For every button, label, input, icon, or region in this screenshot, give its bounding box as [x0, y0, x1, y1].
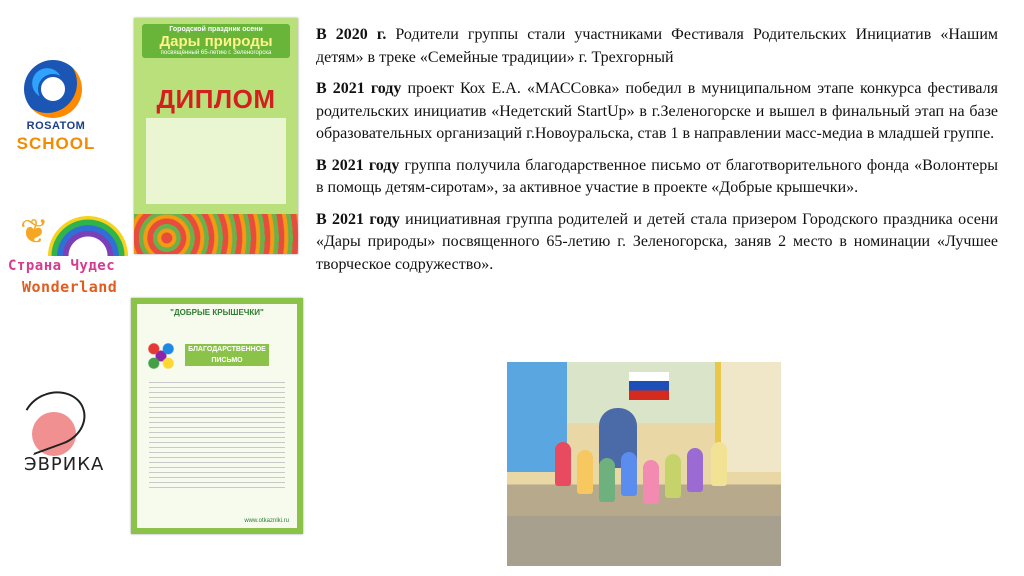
- child-figure: [687, 448, 703, 492]
- paragraph-lead: В 2020 г.: [316, 26, 387, 43]
- paragraph-2021-festival: [316, 209, 998, 277]
- wonderland-line2: Wonderland: [22, 278, 118, 296]
- achievements-text: [316, 24, 998, 285]
- evrika-logo: [14, 388, 105, 478]
- butterfly-icon: ❦: [20, 214, 49, 251]
- paragraph-body: инициативная группа родителей и детей стала призером Городского праздника осени «Дары природы» посвященного 65-летию г. Зеленогорска, заняв 2 место в номинации «Лучшее творческое содружество».: [316, 210, 999, 273]
- school-label: SCHOOL: [16, 134, 96, 153]
- rainbow-icon: [48, 216, 128, 256]
- paragraph-2021-massovka: [316, 78, 998, 146]
- letter-site: www.otkaznlki.ru: [244, 518, 289, 524]
- diploma-header: [142, 24, 290, 58]
- swirl-icon: [15, 383, 94, 456]
- child-figure: [599, 458, 615, 502]
- paragraph-lead: В 2021 году: [316, 80, 402, 97]
- photo-floor: [507, 516, 781, 566]
- child-figure: [555, 442, 571, 486]
- diploma-header-small: Городской праздник осени: [169, 26, 263, 33]
- diploma-title: ДИПЛОМ: [156, 84, 276, 114]
- child-figure: [711, 442, 727, 486]
- thank-you-letter-image: [131, 298, 303, 534]
- paragraph-body: группа получила благодарственное письмо от благотворительного фонда «Волонтеры в помощь детям-сиротам», за активное участие в проекте «Добрые крышечки».: [316, 156, 999, 196]
- letter-text-lines: [149, 378, 285, 488]
- paragraph-lead: В 2021 году: [316, 156, 400, 174]
- child-figure: [577, 450, 593, 494]
- rosatom-label: ROSATOM: [26, 120, 86, 132]
- paragraph-lead: В 2021 году: [316, 210, 400, 228]
- letter-heading: "ДОБРЫЕ КРЫШЕЧКИ": [170, 308, 264, 317]
- child-figure: [665, 454, 681, 498]
- paragraph-2021-letter: [316, 155, 998, 200]
- diploma-header-sub: посвящённый 65-летию г. Зеленогорска: [160, 50, 272, 56]
- rosatom-school-logo: [14, 60, 94, 160]
- diploma-body: [146, 118, 286, 204]
- paragraph-2020: [316, 24, 998, 69]
- paragraph-body: проект Кох Е.А. «МАССовка» победил в муниципальном этапе конкурса фестиваля родительских инициатив «Недетский StartUp» в г.Зеленогорске и вышел в финальный этап на базе образовательных организаций г.Новоуральска, став 1 в направлении масс-медиа в младшей группе.: [316, 80, 999, 142]
- letter-badge: БЛАГОДАРСТВЕННОЕ ПИСЬМО: [185, 344, 269, 366]
- paragraph-body: Родители группы стали участниками Фестиваля Родительских Инициатив «Нашим детям» в треке «Семейные традиции» г. Трехгорный: [316, 26, 998, 66]
- diploma-image: [134, 18, 298, 254]
- flag-icon: [629, 372, 669, 400]
- evrika-label: ЭВРИКА: [24, 454, 105, 475]
- smile-icon: [38, 74, 68, 104]
- diploma-header-big: Дары природы: [159, 33, 273, 50]
- child-figure: [643, 460, 659, 504]
- flowers-decoration: [134, 214, 298, 254]
- wonderland-logo: [8, 210, 128, 300]
- child-figure: [621, 452, 637, 496]
- colored-caps-icon: [143, 338, 179, 374]
- wonderland-line1: Страна Чудес: [8, 258, 116, 274]
- group-photo: [507, 362, 781, 566]
